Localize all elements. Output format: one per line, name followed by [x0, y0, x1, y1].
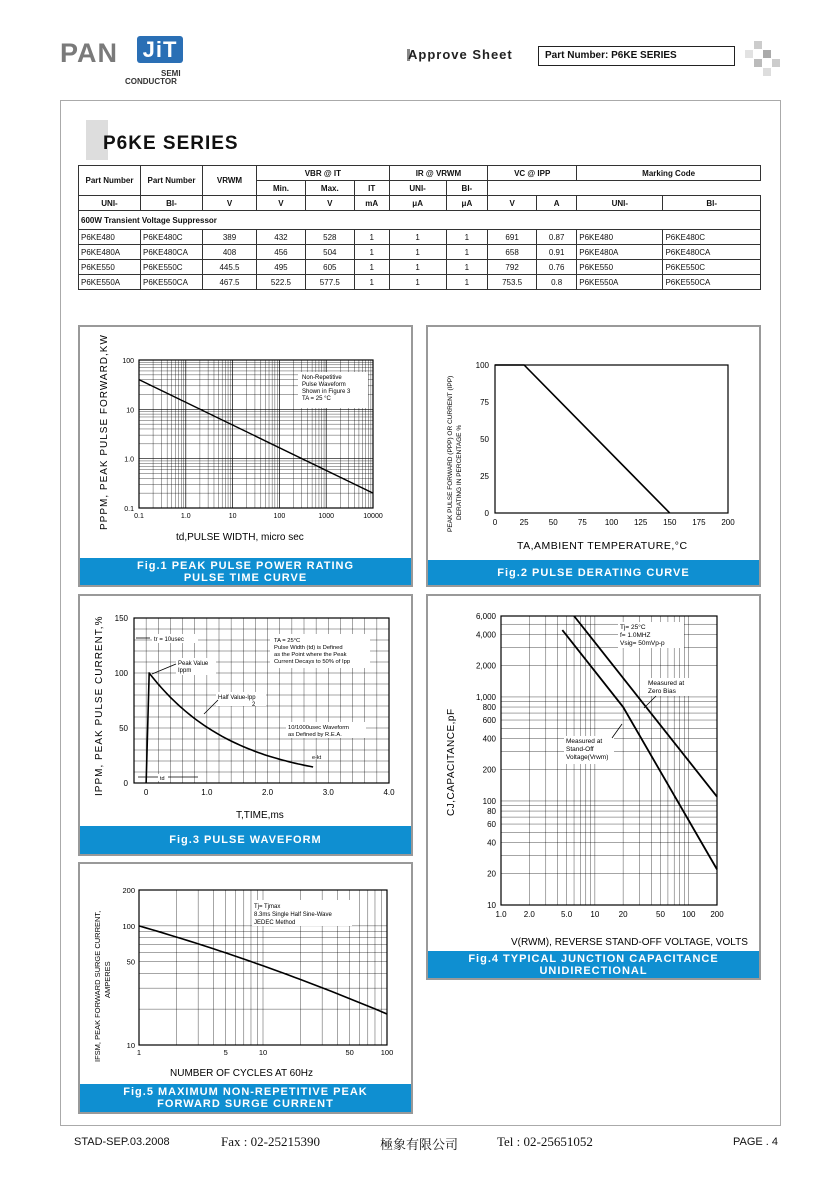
- part-number-box: Part Number: P6KE SERIES: [538, 46, 735, 66]
- unit-cell: mA: [354, 196, 389, 211]
- fig3-xlabel: T,TIME,ms: [236, 810, 284, 821]
- table-cell: P6KE550A: [79, 275, 141, 290]
- fig4-xtick: 200: [710, 910, 724, 919]
- table-cell: 1: [389, 230, 446, 245]
- fig4-ytick: 20: [487, 869, 496, 879]
- table-cell: 658: [488, 245, 537, 260]
- table-cell: P6KE480: [79, 230, 141, 245]
- table-cell: 495: [257, 260, 306, 275]
- fig2-ytick: 50: [480, 435, 489, 444]
- fig3-peak: Peak Value: [178, 661, 209, 667]
- fig5-caption-line: Fig.5 MAXIMUM NON-REPETITIVE PEAK: [123, 1086, 368, 1098]
- table-cell: 1: [354, 275, 389, 290]
- footer-company: 極象有限公司: [380, 1137, 459, 1152]
- fig4-ytick: 2,000: [475, 661, 496, 671]
- fig3-xtick: 2.0: [262, 788, 274, 797]
- fig4-xtick: 50: [656, 910, 665, 919]
- table-cell: P6KE550: [79, 260, 141, 275]
- fig3-peak: Ippm: [178, 668, 192, 674]
- table-cell: 456: [257, 245, 306, 260]
- col-header: Part Number: [79, 166, 141, 196]
- fig5-note: Tj= Tjmax: [254, 904, 281, 910]
- table-cell: P6KE550CA: [663, 275, 761, 290]
- table-cell: P6KE480CA: [663, 245, 761, 260]
- col-header: Max.: [305, 181, 354, 196]
- col-header: Part Number: [141, 166, 203, 196]
- fig1-xtick: 0.1: [134, 513, 144, 520]
- fig5-ytick: 100: [122, 921, 135, 931]
- fig2-xlabel: TA,AMBIENT TEMPERATURE,°C: [517, 540, 688, 552]
- fig2-ytick: 100: [475, 361, 489, 370]
- table-cell: P6KE550C: [141, 260, 203, 275]
- fig3-ytick: 0: [123, 779, 128, 788]
- fig1-caption-line: PULSE TIME CURVE: [183, 571, 308, 584]
- table-cell: P6KE550C: [663, 260, 761, 275]
- fig3-note: TA = 25°C: [274, 638, 301, 644]
- fig2-xtick: 0: [492, 518, 498, 527]
- unit-cell: μA: [446, 196, 488, 211]
- fig4-ytick: 1,000: [475, 692, 496, 702]
- fig1-note: TA = 25 °C: [302, 396, 331, 402]
- col-header: IT: [354, 181, 389, 196]
- fig5-caption: [80, 1084, 411, 1112]
- fig4-ytick: 4,000: [475, 630, 496, 640]
- table-cell: P6KE480A: [79, 245, 141, 260]
- footer-tel: Tel : 02-25651052: [497, 1134, 593, 1149]
- fig4-panel: [426, 594, 761, 980]
- fig2-ytick: 75: [480, 398, 489, 407]
- fig4-note: Vsig= 50mVp-p: [620, 640, 665, 647]
- fig1-xtick: 1.0: [180, 513, 191, 520]
- fig5-xtick: 100: [380, 1048, 394, 1057]
- fig4-xlabel: V(RWM), REVERSE STAND-OFF VOLTAGE, VOLTS: [511, 937, 748, 948]
- logo-pan: PAN: [60, 38, 119, 68]
- col-header: VRWM: [203, 166, 257, 196]
- table-cell: P6KE480C: [663, 230, 761, 245]
- unit-cell: μA: [389, 196, 446, 211]
- page-title: P6KE SERIES: [103, 133, 239, 154]
- footer-date: STAD-SEP.03.2008: [74, 1136, 170, 1148]
- table-cell: 1: [389, 275, 446, 290]
- table-cell: 753.5: [488, 275, 537, 290]
- fig3-xtick: 0: [143, 788, 149, 797]
- fig5-ylabel: AMPERES: [103, 961, 112, 998]
- table-cell: P6KE550: [577, 260, 663, 275]
- unit-cell: UNI-: [79, 196, 141, 211]
- fig2-ylabel: DERATING IN PERCENTAGE %: [456, 424, 463, 520]
- col-header: VBR @ IT: [257, 166, 390, 181]
- fig5-xtick: 10: [258, 1048, 268, 1057]
- table-cell: 528: [305, 230, 354, 245]
- fig3-ytick: 50: [119, 724, 128, 733]
- fig1-xtick: 10: [228, 513, 237, 520]
- fig2-ytick: 0: [484, 509, 489, 518]
- table-row: [79, 275, 761, 290]
- table-row: [79, 260, 761, 275]
- table-cell: 408: [203, 245, 257, 260]
- fig4-note: Tj= 25°C: [620, 624, 646, 631]
- table-cell: 0.76: [537, 260, 577, 275]
- table-cell: 1: [389, 260, 446, 275]
- deco-square: [745, 50, 753, 58]
- footer-fax: Fax : 02-25215390: [221, 1134, 320, 1149]
- table-cell: P6KE480C: [141, 230, 203, 245]
- fig4-chart: [428, 596, 759, 954]
- fig4-standoff-label: Measured at: [566, 738, 603, 745]
- fig5-xtick: 5: [223, 1048, 228, 1057]
- table-body: [79, 230, 761, 290]
- fig3-xtick: 4.0: [383, 788, 395, 797]
- fig1-ytick: 100: [122, 358, 134, 365]
- table-cell: 1: [446, 275, 488, 290]
- fig5-note: 8.3ms Single Half Sine-Wave: [254, 912, 332, 918]
- fig3-ylabel: IPPM, PEAK PULSE CURRENT,%: [94, 615, 105, 796]
- fig4-xtick: 100: [682, 910, 696, 919]
- logo-conductor: CONDUCTOR: [125, 77, 177, 86]
- fig4-ytick: 200: [482, 765, 496, 775]
- deco-square: [763, 68, 771, 76]
- fig4-ytick: 40: [487, 838, 496, 848]
- fig3-note: Current Decays to 50% of Ipp: [274, 659, 351, 665]
- fig1-ylabel: PPPM, PEAK PULSE FORWARD,KW: [99, 334, 110, 530]
- col-header: Min.: [257, 181, 306, 196]
- unit-cell: V: [488, 196, 537, 211]
- fig1-ytick: 10: [126, 407, 134, 415]
- fig4-standoff-label: Stand-Off: [566, 746, 594, 753]
- fig4-ytick: 80: [487, 807, 496, 817]
- unit-cell: V: [305, 196, 354, 211]
- table-cell: 0.87: [537, 230, 577, 245]
- fig2-curve: [495, 365, 670, 513]
- fig4-zero-label: Measured at: [648, 680, 685, 687]
- table-cell: 577.5: [305, 275, 354, 290]
- table-row: [79, 230, 761, 245]
- fig1-note: Non-Repetitive: [302, 375, 342, 381]
- fig3-ekt: e-kt: [312, 755, 322, 761]
- fig5-ytick: 10: [126, 1041, 135, 1050]
- unit-cell: BI-: [663, 196, 761, 211]
- table-cell: 0.8: [537, 275, 577, 290]
- table-cell: 1: [446, 245, 488, 260]
- fig3-half: Half Value-Ipp: [218, 695, 256, 701]
- table-cell: 1: [446, 260, 488, 275]
- fig3-td: td: [160, 776, 165, 782]
- unit-cell: V: [257, 196, 306, 211]
- deco-square: [754, 59, 762, 67]
- deco-square: [754, 41, 762, 49]
- fig3-ytick: 150: [114, 614, 128, 623]
- fig2-xtick: 150: [663, 518, 677, 527]
- fig2-xtick: 200: [721, 518, 735, 527]
- fig1-panel: [78, 325, 413, 587]
- table-cell: P6KE550CA: [141, 275, 203, 290]
- fig1-xtick: 10000: [363, 513, 383, 520]
- table-cell: 605: [305, 260, 354, 275]
- table-cell: P6KE480A: [577, 245, 663, 260]
- fig2-xtick: 25: [519, 518, 529, 527]
- table-cell: 0.91: [537, 245, 577, 260]
- fig4-ylabel: CJ,CAPACITANCE,pF: [446, 708, 457, 816]
- table-cell: 1: [354, 245, 389, 260]
- fig2-caption: Fig.2 PULSE DERATING CURVE: [428, 560, 759, 585]
- table-cell: 1: [354, 260, 389, 275]
- deco-square: [772, 59, 780, 67]
- table-cell: P6KE550A: [577, 275, 663, 290]
- fig5-chart: [80, 864, 411, 1088]
- table-cell: 504: [305, 245, 354, 260]
- fig3-half2: 2: [252, 702, 256, 708]
- fig4-xtick: 5.0: [561, 910, 573, 919]
- col-header: VC @ IPP: [488, 166, 577, 181]
- fig1-xlabel: td,PULSE WIDTH, micro sec: [176, 532, 304, 543]
- fig3-tr: tr = 10usec: [154, 637, 184, 643]
- fig1-note: Shown in Figure 3: [302, 389, 351, 395]
- fig2-xtick: 175: [692, 518, 706, 527]
- fig1-caption-line: Fig.1 PEAK PULSE POWER RATING: [136, 559, 355, 572]
- fig4-xtick: 1.0: [495, 910, 507, 919]
- table-cell: 432: [257, 230, 306, 245]
- spec-table: [78, 165, 761, 290]
- fig5-note: JEDEC Method: [254, 920, 296, 926]
- logo-semi: SEMI: [161, 69, 181, 78]
- deco-square: [763, 50, 771, 58]
- fig4-ytick: 6,000: [475, 612, 496, 621]
- col-header: BI-: [446, 181, 488, 196]
- fig4-xtick: 10: [590, 910, 600, 919]
- fig2-panel: [426, 325, 761, 587]
- fig2-ylabel: PEAK PULSE FORWARD (PPP) OR CURRENT (IPP): [447, 375, 454, 532]
- table-cell: 691: [488, 230, 537, 245]
- fig4-xtick: 20: [618, 910, 628, 919]
- table-cell: 445.5: [203, 260, 257, 275]
- fig3-wave: 10/1000usec Waveform: [288, 725, 350, 731]
- fig2-xtick: 75: [577, 518, 587, 527]
- fig5-ylabel: IFSM, PEAK FORWARD SURGE CURRENT,: [93, 910, 102, 1062]
- unit-cell: BI-: [141, 196, 203, 211]
- fig2-ytick: 25: [480, 472, 489, 481]
- table-cell: 389: [203, 230, 257, 245]
- table-cell: P6KE480CA: [141, 245, 203, 260]
- fig5-xlabel: NUMBER OF CYCLES AT 60Hz: [170, 1068, 313, 1079]
- fig4-ytick: 800: [482, 703, 496, 713]
- units-row: [79, 196, 761, 211]
- fig5-panel: [78, 862, 413, 1114]
- table-cell: 522.5: [257, 275, 306, 290]
- fig3-ytick: 100: [114, 669, 128, 678]
- unit-cell: A: [537, 196, 577, 211]
- approve-sheet-label: Approve Sheet: [408, 47, 513, 62]
- fig3-panel: [78, 594, 413, 856]
- col-header: IR @ VRWM: [389, 166, 487, 181]
- fig5-ytick: 50: [126, 957, 135, 967]
- fig1-ytick: 0.1: [124, 506, 134, 513]
- table-cell: 467.5: [203, 275, 257, 290]
- fig4-ytick: 400: [482, 734, 496, 744]
- table-row: [79, 245, 761, 260]
- fig4-xtick: 2.0: [523, 910, 535, 919]
- fig3-xtick: 1.0: [201, 788, 213, 797]
- fig3-note: as the Point where the Peak: [274, 652, 347, 658]
- logo-jit: JiT: [137, 36, 183, 63]
- table-cell: 1: [354, 230, 389, 245]
- fig5-xtick: 50: [345, 1048, 354, 1057]
- fig3-chart: [80, 596, 411, 831]
- fig4-ytick: 60: [487, 820, 496, 830]
- fig3-xtick: 3.0: [322, 788, 334, 797]
- fig1-note: Pulse Waveform: [302, 382, 346, 388]
- unit-cell: UNI-: [577, 196, 663, 211]
- section-label: 600W Transient Voltage Suppressor: [79, 211, 761, 230]
- fig1-ytick: 1.0: [124, 456, 134, 464]
- fig2-chart: [428, 327, 759, 562]
- fig4-caption: [428, 951, 759, 978]
- unit-cell: V: [203, 196, 257, 211]
- fig5-ytick: 200: [122, 886, 135, 895]
- table-cell: 792: [488, 260, 537, 275]
- fig1-xtick: 100: [273, 513, 286, 520]
- table-cell: 1: [446, 230, 488, 245]
- fig1-chart: [80, 327, 411, 562]
- fig3-note: Pulse Width (td) is Defined: [274, 645, 343, 651]
- fig1-xtick: 1000: [318, 513, 334, 520]
- fig4-caption-line: UNIDIRECTIONAL: [539, 964, 648, 977]
- col-header: Marking Code: [577, 166, 761, 181]
- fig1-caption: [80, 558, 411, 585]
- table-cell: P6KE480: [577, 230, 663, 245]
- col-header: UNI-: [389, 181, 446, 196]
- fig4-standoff-label: Voltage(Vrwm): [566, 754, 609, 761]
- fig4-ytick: 10: [487, 901, 496, 910]
- fig4-ytick: 600: [482, 716, 496, 726]
- table-cell: 1: [389, 245, 446, 260]
- fig4-zero-label: Zero Bias: [648, 688, 676, 695]
- fig4-note: f= 1.0MHZ: [620, 632, 651, 639]
- fig5-xtick: 1: [136, 1048, 142, 1057]
- fig3-caption: Fig.3 PULSE WAVEFORM: [80, 826, 411, 854]
- fig3-wave: as Defined by R.E.A.: [288, 732, 342, 738]
- fig5-caption-line: FORWARD SURGE CURRENT: [157, 1098, 334, 1110]
- footer-page: PAGE . 4: [733, 1136, 779, 1148]
- fig4-ytick: 100: [482, 796, 496, 806]
- fig2-xtick: 100: [604, 518, 619, 527]
- fig2-xtick: 125: [633, 518, 648, 527]
- fig2-xtick: 50: [548, 518, 558, 527]
- fig4-caption-line: Fig.4 TYPICAL JUNCTION CAPACITANCE: [468, 952, 719, 965]
